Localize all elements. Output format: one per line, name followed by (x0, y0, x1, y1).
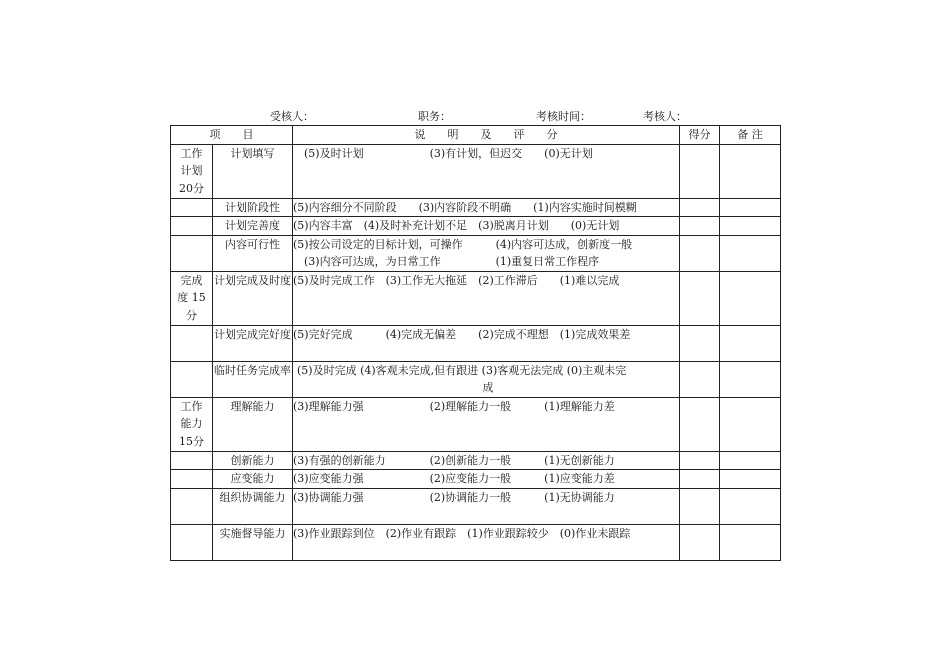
section-title-line: 完成 (180, 273, 203, 287)
section-empty-cell (171, 198, 213, 217)
remarks-cell[interactable] (720, 144, 781, 198)
position-label: 职务： (418, 110, 451, 123)
examinee-label: 受核人： (270, 110, 314, 123)
table-row (171, 217, 781, 236)
description-line: (3)内容可达成，为日常工作 (1)重复日常工作程序 (293, 255, 600, 268)
table-row (171, 325, 781, 361)
section-title-ability (171, 397, 213, 451)
item-description: (5)及时完成工作 (3)工作无大拖延 (2)工作滞后 (1)难以完成 (293, 271, 680, 325)
item-label: 临时任务完成率 (213, 361, 293, 397)
remarks-cell[interactable] (720, 524, 781, 560)
section-title-line: 计划 (180, 164, 203, 177)
item-description: (3)协调能力强 (2)协调能力一般 (1)无协调能力 (293, 488, 680, 524)
item-label: 理解能力 (213, 397, 293, 451)
header-score: 得分 (680, 126, 720, 145)
table-row (171, 361, 781, 397)
header-description: 说 明 及 评 分 (293, 126, 680, 145)
remarks-cell[interactable] (720, 325, 781, 361)
section-empty-cell (171, 488, 213, 524)
section-title-line: 分 (186, 308, 197, 322)
section-title-completion (171, 271, 213, 325)
item-description: (5)内容细分不同阶段 (3)内容阶段不明确 (1)内容实施时间模糊 (293, 198, 680, 217)
item-label: 计划完成及时度 (213, 271, 293, 325)
item-description (293, 361, 680, 397)
score-cell[interactable] (680, 198, 720, 217)
remarks-cell[interactable] (720, 271, 781, 325)
section-title-line: 工作 (180, 146, 203, 160)
remarks-cell[interactable] (720, 470, 781, 489)
section-title-line: 能力 (180, 417, 203, 430)
section-empty-cell (171, 524, 213, 560)
section-title-line: 20分 (179, 181, 204, 195)
evaluation-table (170, 125, 781, 561)
score-cell[interactable] (680, 451, 720, 470)
item-description: (3)作业跟踪到位 (2)作业有跟踪 (1)作业跟踪较少 (0)作业未跟踪 (293, 524, 680, 560)
score-cell[interactable] (680, 144, 720, 198)
remarks-cell[interactable] (720, 198, 781, 217)
header-remarks: 备 注 (720, 126, 781, 145)
score-cell[interactable] (680, 488, 720, 524)
score-cell[interactable] (680, 470, 720, 489)
table-row (171, 488, 781, 524)
table-row (171, 451, 781, 470)
item-label: 组织协调能力 (213, 488, 293, 524)
score-cell[interactable] (680, 271, 720, 325)
description-line: (5)按公司设定的目标计划，可操作 (4)内容可达成，创新度一般 (293, 237, 633, 251)
remarks-cell[interactable] (720, 451, 781, 470)
score-cell[interactable] (680, 524, 720, 560)
table-row (171, 470, 781, 489)
table-row (171, 198, 781, 217)
section-empty-cell (171, 451, 213, 470)
item-label: 计划阶段性 (213, 198, 293, 217)
table-header-row (171, 126, 781, 145)
item-label: 应变能力 (213, 470, 293, 489)
item-description: (3)应变能力强 (2)应变能力一般 (1)应变能力差 (293, 470, 680, 489)
section-title-line: 工作 (180, 399, 203, 413)
section-title-line: 15分 (179, 434, 204, 448)
header-item: 项 目 (171, 126, 293, 145)
table-row (171, 271, 781, 325)
score-cell[interactable] (680, 217, 720, 236)
description-line: 成 (482, 381, 494, 394)
item-label: 创新能力 (213, 451, 293, 470)
item-description: (3)有强的创新能力 (2)创新能力一般 (1)无创新能力 (293, 451, 680, 470)
score-cell[interactable] (680, 235, 720, 271)
section-title-plan (171, 144, 213, 198)
section-empty-cell (171, 235, 213, 271)
item-label: 计划完成完好度 (213, 325, 293, 361)
score-cell[interactable] (680, 397, 720, 451)
item-description: (5)完好完成 (4)完成无偏差 (2)完成不理想 (1)完成效果差 (293, 325, 680, 361)
section-empty-cell (171, 217, 213, 236)
section-empty-cell (171, 470, 213, 489)
item-label: 实施督导能力 (213, 524, 293, 560)
score-cell[interactable] (680, 325, 720, 361)
remarks-cell[interactable] (720, 488, 781, 524)
reviewer-label: 考核人： (643, 110, 687, 123)
item-description: (5)内容丰富 (4)及时补充计划不足 (3)脱离月计划 (0)无计划 (293, 217, 680, 236)
review-time-label: 考核时间： (536, 110, 591, 123)
description-line: (5)及时完成 (4)客观未完成,但有跟进 (3)客观无法完成 (0)主观未完 (297, 363, 627, 377)
item-description: (3)理解能力强 (2)理解能力一般 (1)理解能力差 (293, 397, 680, 451)
item-label: 内容可行性 (213, 235, 293, 271)
item-label: 计划填写 (213, 144, 293, 198)
table-row (171, 397, 781, 451)
item-label: 计划完善度 (213, 217, 293, 236)
item-description: (5)及时计划 (3)有计划，但迟交 (0)无计划 (293, 144, 680, 198)
table-row (171, 524, 781, 560)
score-cell[interactable] (680, 361, 720, 397)
item-description (293, 235, 680, 271)
section-empty-cell (171, 325, 213, 361)
remarks-cell[interactable] (720, 361, 781, 397)
remarks-cell[interactable] (720, 235, 781, 271)
remarks-cell[interactable] (720, 217, 781, 236)
remarks-cell[interactable] (720, 397, 781, 451)
table-row (171, 235, 781, 271)
section-empty-cell (171, 361, 213, 397)
table-row (171, 144, 781, 198)
section-title-line: 度 15 (177, 291, 206, 304)
